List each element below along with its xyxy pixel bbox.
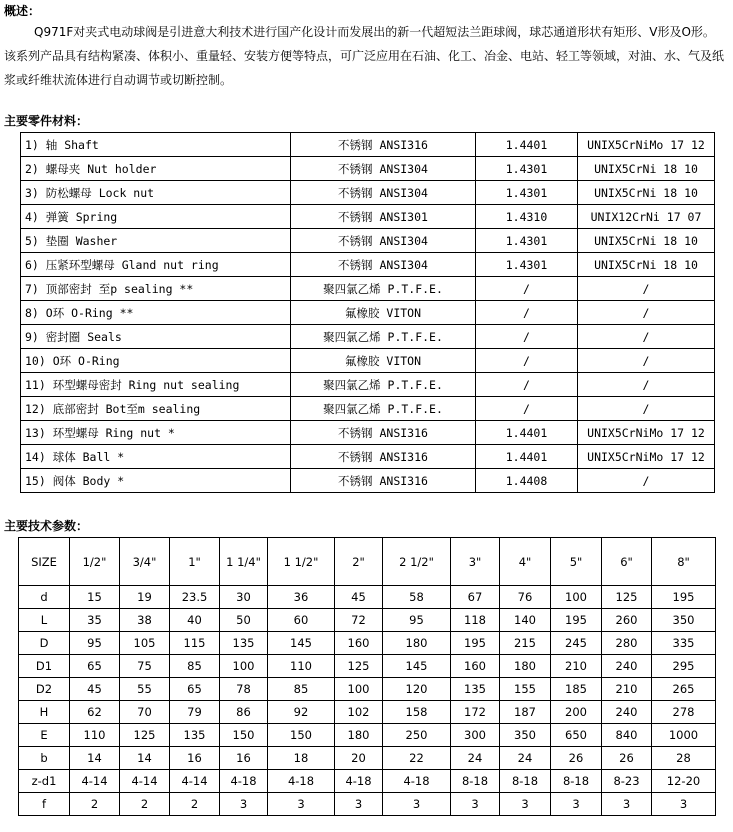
- dimension-value-cell: 102: [335, 701, 383, 724]
- dimension-label-cell: D1: [19, 655, 70, 678]
- part-name-cell: 5) 垫圈 Washer: [21, 229, 291, 253]
- part-name-cell: 14) 球体 Ball *: [21, 445, 291, 469]
- material-cell: 不锈钢 ANSI304: [291, 253, 476, 277]
- dimension-label-cell: b: [19, 747, 70, 770]
- dimension-value-cell: 280: [602, 632, 652, 655]
- dimension-value-cell: 95: [383, 609, 451, 632]
- dimension-value-cell: 26: [551, 747, 602, 770]
- dimension-value-cell: 4-14: [70, 770, 120, 793]
- material-cell: 氟橡胶 VITON: [291, 349, 476, 373]
- parts-row: [21, 469, 715, 493]
- unix-standard-cell: UNIX5CrNiMo 17 12: [578, 421, 715, 445]
- dimension-value-cell: 195: [451, 632, 500, 655]
- part-name-cell: 12) 底部密封 Bot至m sealing: [21, 397, 291, 421]
- parts-row: [21, 421, 715, 445]
- specs-row: [19, 632, 716, 655]
- specs-row: [19, 609, 716, 632]
- dimension-value-cell: 3: [602, 793, 652, 816]
- din-number-cell: 1.4401: [476, 445, 578, 469]
- dimension-value-cell: 95: [70, 632, 120, 655]
- dimension-value-cell: 8-18: [500, 770, 551, 793]
- dimension-value-cell: 92: [268, 701, 335, 724]
- overview-paragraph: Q971F对夹式电动球阀是引进意大利技术进行国产化设计而发展出的新一代超短法兰距球阀，球芯通道形状有矩形、V形及O形。该系列产品具有结构紧凑、体积小、重量轻、安装方便等特点，可广泛应用在石油、化工、冶金、电站、轻工等领域，对油、水、气及纸浆或纤维状流体进行自动调节或切断控制。: [4, 25, 725, 87]
- parts-materials-table: [20, 132, 715, 493]
- din-number-cell: /: [476, 373, 578, 397]
- dimension-label-cell: H: [19, 701, 70, 724]
- unix-standard-cell: /: [578, 469, 715, 493]
- parts-row: [21, 349, 715, 373]
- dimension-value-cell: 75: [120, 655, 170, 678]
- dimension-value-cell: 65: [170, 678, 220, 701]
- size-header-cell: 1/2": [70, 538, 120, 586]
- dimension-label-cell: D2: [19, 678, 70, 701]
- dimension-value-cell: 86: [220, 701, 268, 724]
- unix-standard-cell: UNIX5CrNiMo 17 12: [578, 133, 715, 157]
- dimension-value-cell: 3: [652, 793, 716, 816]
- part-name-cell: 9) 密封圈 Seals: [21, 325, 291, 349]
- overview-heading: 概述：: [4, 4, 41, 18]
- size-header-cell: 4": [500, 538, 551, 586]
- size-header-cell: 2 1/2": [383, 538, 451, 586]
- dimension-value-cell: 4-18: [220, 770, 268, 793]
- part-name-cell: 7) 顶部密封 至p sealing **: [21, 277, 291, 301]
- parts-row: [21, 277, 715, 301]
- size-label-cell: SIZE: [19, 538, 70, 586]
- dimension-value-cell: 215: [500, 632, 551, 655]
- dimension-value-cell: 8-23: [602, 770, 652, 793]
- part-name-cell: 2) 螺母夹 Nut holder: [21, 157, 291, 181]
- din-number-cell: 1.4301: [476, 157, 578, 181]
- specs-row: [19, 586, 716, 609]
- dimension-value-cell: 2: [120, 793, 170, 816]
- unix-standard-cell: UNIX5CrNiMo 17 12: [578, 445, 715, 469]
- size-header-cell: 3": [451, 538, 500, 586]
- dimension-value-cell: 12-20: [652, 770, 716, 793]
- dimension-value-cell: 72: [335, 609, 383, 632]
- size-header-cell: 1 1/4": [220, 538, 268, 586]
- dimension-value-cell: 195: [652, 586, 716, 609]
- dimension-value-cell: 100: [220, 655, 268, 678]
- specs-heading: 主要技术参数：: [4, 519, 89, 533]
- dimension-value-cell: 650: [551, 724, 602, 747]
- dimension-value-cell: 79: [170, 701, 220, 724]
- size-header-cell: 6": [602, 538, 652, 586]
- dimension-value-cell: 3: [451, 793, 500, 816]
- din-number-cell: /: [476, 349, 578, 373]
- dimension-value-cell: 19: [120, 586, 170, 609]
- unix-standard-cell: /: [578, 397, 715, 421]
- specs-row: [19, 655, 716, 678]
- dimension-value-cell: 158: [383, 701, 451, 724]
- dimension-value-cell: 210: [551, 655, 602, 678]
- din-number-cell: 1.4401: [476, 133, 578, 157]
- dimension-value-cell: 3: [268, 793, 335, 816]
- part-name-cell: 3) 防松螺母 Lock nut: [21, 181, 291, 205]
- dimension-value-cell: 4-14: [120, 770, 170, 793]
- size-header-cell: 3/4": [120, 538, 170, 586]
- parts-row: [21, 157, 715, 181]
- dimension-value-cell: 1000: [652, 724, 716, 747]
- dimension-value-cell: 100: [335, 678, 383, 701]
- dimension-value-cell: 14: [120, 747, 170, 770]
- part-name-cell: 13) 环型螺母 Ring nut *: [21, 421, 291, 445]
- dimension-value-cell: 18: [268, 747, 335, 770]
- dimension-value-cell: 172: [451, 701, 500, 724]
- dimension-value-cell: 8-18: [451, 770, 500, 793]
- dimension-value-cell: 118: [451, 609, 500, 632]
- dimension-value-cell: 840: [602, 724, 652, 747]
- dimension-value-cell: 105: [120, 632, 170, 655]
- din-number-cell: 1.4401: [476, 421, 578, 445]
- dimension-value-cell: 4-18: [383, 770, 451, 793]
- dimension-value-cell: 45: [70, 678, 120, 701]
- dimension-value-cell: 120: [383, 678, 451, 701]
- din-number-cell: /: [476, 277, 578, 301]
- dimension-value-cell: 185: [551, 678, 602, 701]
- unix-standard-cell: /: [578, 349, 715, 373]
- dimension-value-cell: 3: [551, 793, 602, 816]
- dimension-value-cell: 3: [335, 793, 383, 816]
- dimension-value-cell: 145: [268, 632, 335, 655]
- dimension-value-cell: 295: [652, 655, 716, 678]
- part-name-cell: 1) 轴 Shaft: [21, 133, 291, 157]
- dimension-value-cell: 187: [500, 701, 551, 724]
- din-number-cell: /: [476, 397, 578, 421]
- dimension-value-cell: 4-18: [335, 770, 383, 793]
- specs-header-row: [19, 538, 716, 586]
- din-number-cell: 1.4310: [476, 205, 578, 229]
- parts-row: [21, 373, 715, 397]
- dimension-value-cell: 24: [451, 747, 500, 770]
- dimension-value-cell: 36: [268, 586, 335, 609]
- material-cell: 不锈钢 ANSI316: [291, 421, 476, 445]
- din-number-cell: /: [476, 325, 578, 349]
- parts-row: [21, 301, 715, 325]
- dimension-value-cell: 125: [335, 655, 383, 678]
- parts-row: [21, 253, 715, 277]
- unix-standard-cell: /: [578, 277, 715, 301]
- dimension-value-cell: 85: [268, 678, 335, 701]
- dimension-value-cell: 180: [335, 724, 383, 747]
- dimension-value-cell: 3: [383, 793, 451, 816]
- dimension-value-cell: 30: [220, 586, 268, 609]
- dimension-value-cell: 155: [500, 678, 551, 701]
- dimension-value-cell: 14: [70, 747, 120, 770]
- material-cell: 氟橡胶 VITON: [291, 301, 476, 325]
- dimension-value-cell: 2: [70, 793, 120, 816]
- dimension-label-cell: L: [19, 609, 70, 632]
- specs-row: [19, 724, 716, 747]
- dimension-value-cell: 55: [120, 678, 170, 701]
- parts-row: [21, 205, 715, 229]
- unix-standard-cell: UNIX5CrNi 18 10: [578, 181, 715, 205]
- din-number-cell: /: [476, 301, 578, 325]
- specs-row: [19, 770, 716, 793]
- material-cell: 聚四氯乙烯 P.T.F.E.: [291, 277, 476, 301]
- dimension-value-cell: 150: [220, 724, 268, 747]
- dimension-label-cell: f: [19, 793, 70, 816]
- part-name-cell: 8) O环 O-Ring **: [21, 301, 291, 325]
- dimension-value-cell: 180: [500, 655, 551, 678]
- dimension-value-cell: 40: [170, 609, 220, 632]
- dimension-value-cell: 35: [70, 609, 120, 632]
- part-name-cell: 15) 阀体 Body *: [21, 469, 291, 493]
- dimension-value-cell: 22: [383, 747, 451, 770]
- dimension-value-cell: 300: [451, 724, 500, 747]
- material-cell: 聚四氯乙烯 P.T.F.E.: [291, 373, 476, 397]
- parts-heading: 主要零件材料：: [4, 114, 89, 128]
- part-name-cell: 10) O环 O-Ring: [21, 349, 291, 373]
- unix-standard-cell: UNIX12CrNi 17 07: [578, 205, 715, 229]
- dimension-value-cell: 38: [120, 609, 170, 632]
- material-cell: 聚四氯乙烯 P.T.F.E.: [291, 397, 476, 421]
- dimension-value-cell: 240: [602, 655, 652, 678]
- technical-specs-table: [18, 537, 716, 816]
- specs-row: [19, 701, 716, 724]
- dimension-value-cell: 200: [551, 701, 602, 724]
- dimension-value-cell: 15: [70, 586, 120, 609]
- parts-row: [21, 133, 715, 157]
- din-number-cell: 1.4301: [476, 229, 578, 253]
- dimension-value-cell: 24: [500, 747, 551, 770]
- dimension-value-cell: 3: [500, 793, 551, 816]
- dimension-value-cell: 70: [120, 701, 170, 724]
- dimension-value-cell: 4-18: [268, 770, 335, 793]
- din-number-cell: 1.4408: [476, 469, 578, 493]
- dimension-value-cell: 20: [335, 747, 383, 770]
- dimension-value-cell: 260: [602, 609, 652, 632]
- din-number-cell: 1.4301: [476, 253, 578, 277]
- dimension-value-cell: 115: [170, 632, 220, 655]
- unix-standard-cell: UNIX5CrNi 18 10: [578, 229, 715, 253]
- material-cell: 不锈钢 ANSI304: [291, 229, 476, 253]
- dimension-value-cell: 8-18: [551, 770, 602, 793]
- dimension-value-cell: 28: [652, 747, 716, 770]
- dimension-value-cell: 350: [500, 724, 551, 747]
- dimension-label-cell: z-d1: [19, 770, 70, 793]
- dimension-value-cell: 125: [602, 586, 652, 609]
- dimension-value-cell: 160: [335, 632, 383, 655]
- dimension-value-cell: 278: [652, 701, 716, 724]
- material-cell: 不锈钢 ANSI304: [291, 181, 476, 205]
- dimension-value-cell: 180: [383, 632, 451, 655]
- dimension-value-cell: 195: [551, 609, 602, 632]
- dimension-value-cell: 50: [220, 609, 268, 632]
- parts-row: [21, 445, 715, 469]
- dimension-value-cell: 4-14: [170, 770, 220, 793]
- parts-row: [21, 181, 715, 205]
- specs-row: [19, 678, 716, 701]
- parts-row: [21, 229, 715, 253]
- dimension-value-cell: 60: [268, 609, 335, 632]
- size-header-cell: 2": [335, 538, 383, 586]
- material-cell: 聚四氯乙烯 P.T.F.E.: [291, 325, 476, 349]
- size-header-cell: 8": [652, 538, 716, 586]
- dimension-label-cell: E: [19, 724, 70, 747]
- unix-standard-cell: UNIX5CrNi 18 10: [578, 253, 715, 277]
- unix-standard-cell: /: [578, 301, 715, 325]
- unix-standard-cell: UNIX5CrNi 18 10: [578, 157, 715, 181]
- dimension-value-cell: 145: [383, 655, 451, 678]
- part-name-cell: 11) 环型螺母密封 Ring nut sealing: [21, 373, 291, 397]
- dimension-value-cell: 150: [268, 724, 335, 747]
- dimension-value-cell: 210: [602, 678, 652, 701]
- dimension-value-cell: 135: [220, 632, 268, 655]
- din-number-cell: 1.4301: [476, 181, 578, 205]
- dimension-value-cell: 78: [220, 678, 268, 701]
- dimension-value-cell: 100: [551, 586, 602, 609]
- part-name-cell: 4) 弹簧 Spring: [21, 205, 291, 229]
- dimension-value-cell: 3: [220, 793, 268, 816]
- dimension-value-cell: 265: [652, 678, 716, 701]
- dimension-value-cell: 16: [170, 747, 220, 770]
- material-cell: 不锈钢 ANSI301: [291, 205, 476, 229]
- dimension-value-cell: 62: [70, 701, 120, 724]
- dimension-value-cell: 240: [602, 701, 652, 724]
- dimension-label-cell: D: [19, 632, 70, 655]
- dimension-value-cell: 250: [383, 724, 451, 747]
- material-cell: 不锈钢 ANSI316: [291, 469, 476, 493]
- dimension-value-cell: 110: [70, 724, 120, 747]
- size-header-cell: 1": [170, 538, 220, 586]
- dimension-value-cell: 110: [268, 655, 335, 678]
- material-cell: 不锈钢 ANSI316: [291, 445, 476, 469]
- dimension-value-cell: 135: [451, 678, 500, 701]
- dimension-value-cell: 160: [451, 655, 500, 678]
- unix-standard-cell: /: [578, 373, 715, 397]
- parts-row: [21, 397, 715, 421]
- dimension-value-cell: 45: [335, 586, 383, 609]
- dimension-value-cell: 23.5: [170, 586, 220, 609]
- unix-standard-cell: /: [578, 325, 715, 349]
- dimension-value-cell: 125: [120, 724, 170, 747]
- parts-row: [21, 325, 715, 349]
- specs-row: [19, 747, 716, 770]
- dimension-value-cell: 26: [602, 747, 652, 770]
- specs-row: [19, 793, 716, 816]
- material-cell: 不锈钢 ANSI304: [291, 157, 476, 181]
- size-header-cell: 5": [551, 538, 602, 586]
- material-cell: 不锈钢 ANSI316: [291, 133, 476, 157]
- dimension-value-cell: 335: [652, 632, 716, 655]
- dimension-value-cell: 58: [383, 586, 451, 609]
- dimension-value-cell: 2: [170, 793, 220, 816]
- dimension-value-cell: 76: [500, 586, 551, 609]
- dimension-value-cell: 140: [500, 609, 551, 632]
- dimension-label-cell: d: [19, 586, 70, 609]
- size-header-cell: 1 1/2": [268, 538, 335, 586]
- dimension-value-cell: 245: [551, 632, 602, 655]
- dimension-value-cell: 135: [170, 724, 220, 747]
- dimension-value-cell: 67: [451, 586, 500, 609]
- dimension-value-cell: 16: [220, 747, 268, 770]
- dimension-value-cell: 85: [170, 655, 220, 678]
- dimension-value-cell: 65: [70, 655, 120, 678]
- part-name-cell: 6) 压紧环型螺母 Gland nut ring: [21, 253, 291, 277]
- dimension-value-cell: 350: [652, 609, 716, 632]
